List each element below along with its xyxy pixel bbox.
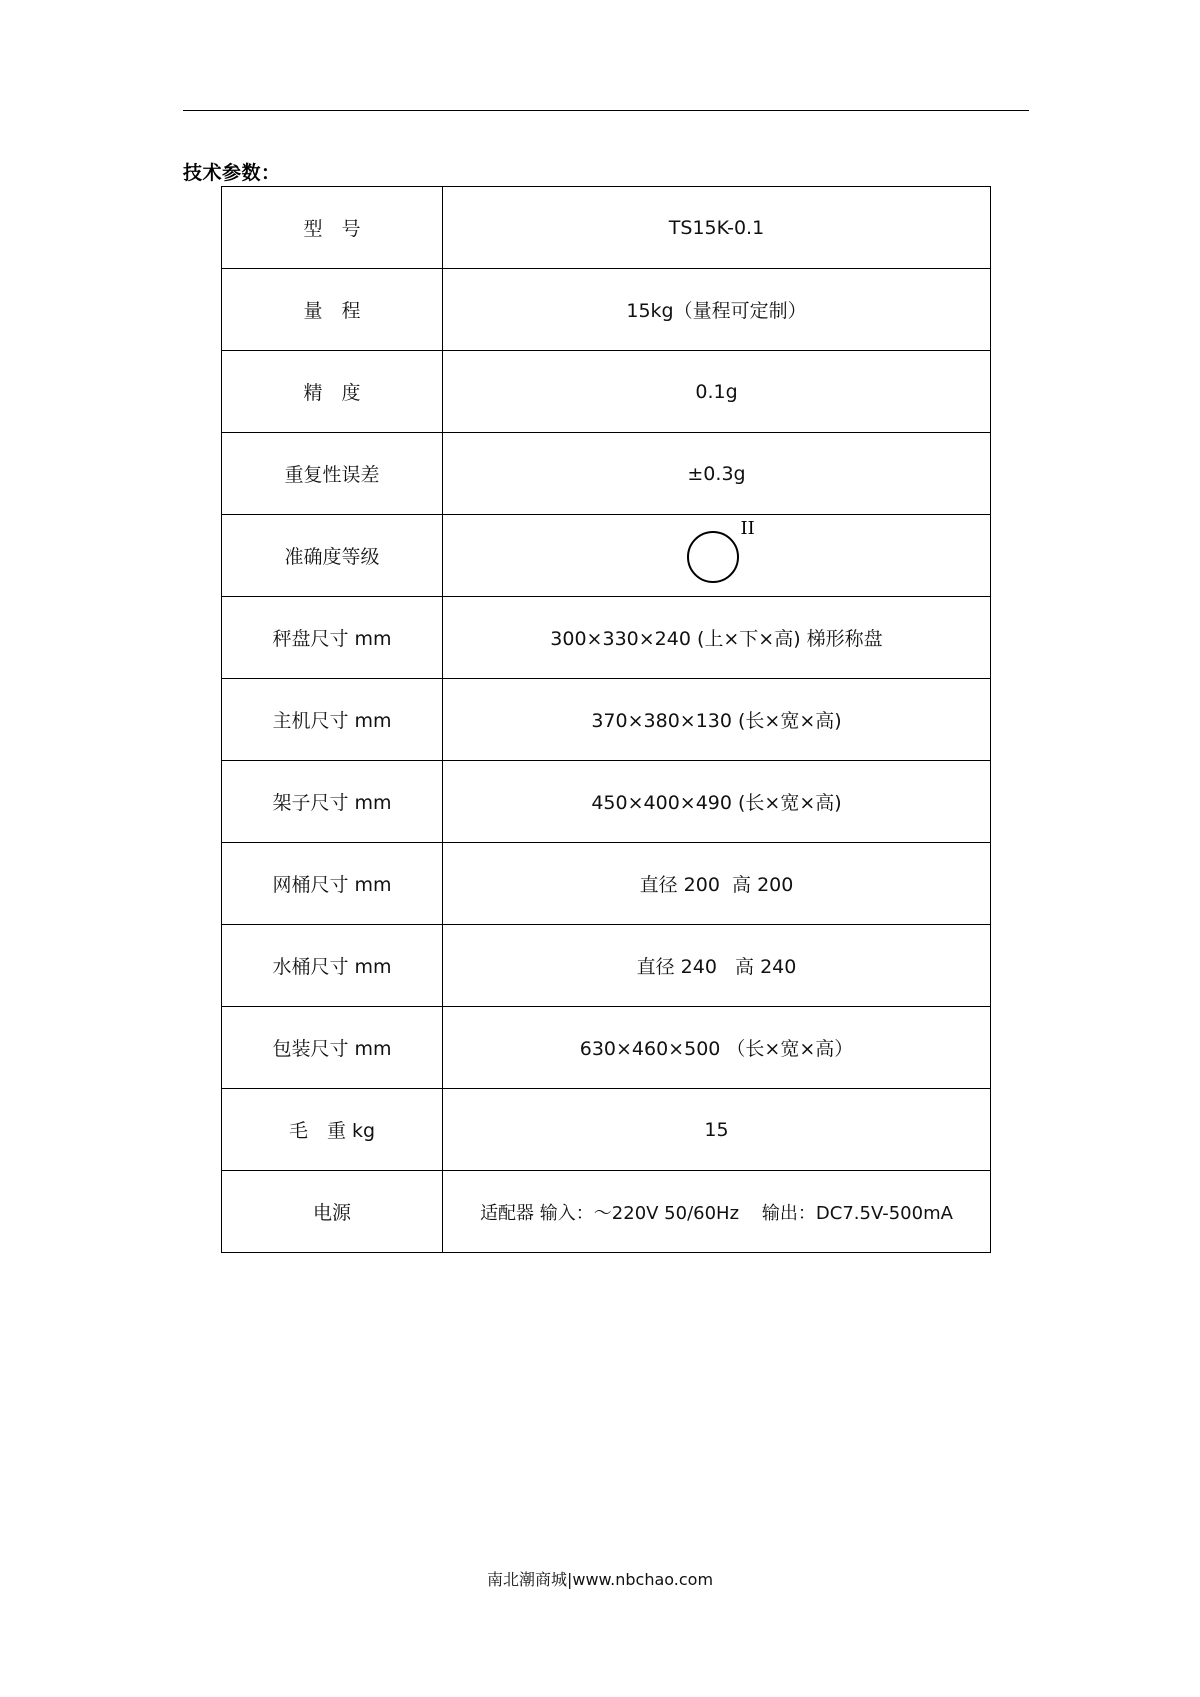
spec-value-gross-weight: 15 — [443, 1089, 991, 1171]
spec-value-precision: 0.1g — [443, 351, 991, 433]
spec-label-host-size: 主机尺寸 mm — [222, 679, 443, 761]
spec-label-capacity: 量 程 — [222, 269, 443, 351]
page-footer — [0, 1567, 1200, 1590]
spec-table — [221, 186, 991, 1253]
table-row — [222, 843, 991, 925]
footer-separator: | — [566, 1570, 573, 1589]
header-rule — [183, 110, 1029, 111]
spec-value-capacity: 15kg（量程可定制） — [443, 269, 991, 351]
spec-label-package-size: 包装尺寸 mm — [222, 1007, 443, 1089]
table-row — [222, 269, 991, 351]
spec-label-mesh-bucket-size: 网桶尺寸 mm — [222, 843, 443, 925]
spec-value-accuracy-class — [443, 515, 991, 597]
table-row — [222, 925, 991, 1007]
section-title: 技术参数： — [183, 162, 281, 184]
table-row — [222, 597, 991, 679]
spec-label-model: 型 号 — [222, 187, 443, 269]
table-row — [222, 761, 991, 843]
table-row — [222, 187, 991, 269]
footer-url[interactable]: www.nbchao.com — [572, 1570, 714, 1589]
footer-site-name: 南北潮商城 — [486, 1570, 567, 1589]
table-row — [222, 679, 991, 761]
spec-value-rack-size: 450×400×490 (长×宽×高) — [443, 761, 991, 843]
spec-value-host-size: 370×380×130 (长×宽×高) — [443, 679, 991, 761]
spec-value-power: 适配器 输入：～220V 50/60Hz 输出：DC7.5V-500mA — [443, 1171, 991, 1253]
spec-label-rack-size: 架子尺寸 mm — [222, 761, 443, 843]
spec-label-power: 电源 — [222, 1171, 443, 1253]
table-row — [222, 515, 991, 597]
spec-value-pan-size: 300×330×240 (上×下×高) 梯形称盘 — [443, 597, 991, 679]
table-row — [222, 1171, 991, 1253]
spec-label-accuracy-class: 准确度等级 — [222, 515, 443, 597]
circle-icon — [687, 531, 739, 583]
table-row — [222, 433, 991, 515]
spec-value-water-bucket-size: 直径 240 高 240 — [443, 925, 991, 1007]
spec-label-repeatability: 重复性误差 — [222, 433, 443, 515]
accuracy-class-numeral: II — [740, 517, 755, 539]
table-row — [222, 1089, 991, 1171]
table-row — [222, 1007, 991, 1089]
table-row — [222, 351, 991, 433]
accuracy-class-mark — [677, 517, 757, 586]
spec-value-package-size: 630×460×500 （长×宽×高） — [443, 1007, 991, 1089]
spec-value-repeatability: ±0.3g — [443, 433, 991, 515]
spec-value-mesh-bucket-size: 直径 200 高 200 — [443, 843, 991, 925]
spec-label-water-bucket-size: 水桶尺寸 mm — [222, 925, 443, 1007]
spec-label-gross-weight: 毛 重 kg — [222, 1089, 443, 1171]
spec-label-pan-size: 秤盘尺寸 mm — [222, 597, 443, 679]
spec-value-model: TS15K-0.1 — [443, 187, 991, 269]
spec-label-precision: 精 度 — [222, 351, 443, 433]
